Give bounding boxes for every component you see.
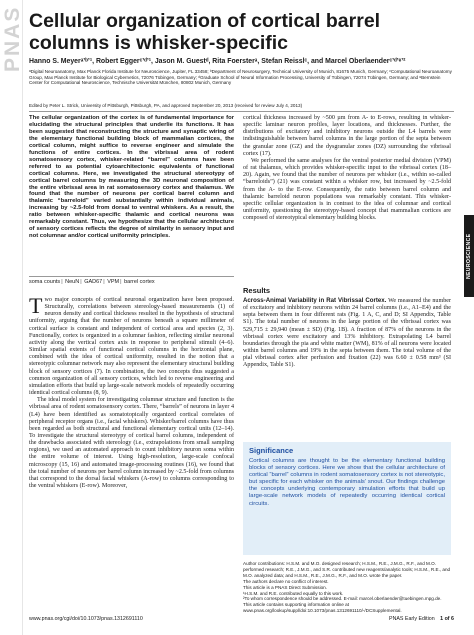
abstract-right-para-1: cortical thickness increased by ~500 µm from A- to E-rows, resulting in whisker-specific laminar neuron profiles, layer locations, and thicknesses. Further, the distributions of excitatory and inhibitory neurons outside the L4 barrels were indistinguishable between barrel columns in the large portion of the septa between the granular zone (GZ) and the dysgranular zones (DZ) surrounding the vibrissal cortex (17). xyxy=(243,115,451,157)
footer-right xyxy=(385,616,454,622)
keyword[interactable]: GAD67 xyxy=(84,279,103,285)
page-footer xyxy=(29,616,454,622)
footnote: ¹H.S.M. and R.E. contributed equally to this work. xyxy=(243,590,344,596)
edition-label: PNAS Early Edition xyxy=(389,616,435,622)
keywords-rule xyxy=(29,276,234,277)
introduction xyxy=(29,293,234,490)
footnote: This article contains supporting information online at www.pnas.org/lookup/suppl/doi:10.1073/pnas.1312691110/-/DCSupplemental. xyxy=(243,602,402,614)
keyword[interactable]: VPM xyxy=(107,279,120,285)
abstract-continued xyxy=(243,115,451,222)
significance-box xyxy=(243,442,451,555)
significance-text: Cortical columns are thought to be the elementary functional building blocks of sensory cortices. Here we show that the cellular architecture of cortical “barrel” columns in rodent somatosensory cortex is not stereotypic, but specific for each whisker on the animals’ snout. Our findings challenge the concepts underlying contemporary simulation efforts that build up large-scale network models of repeatedly occurring identical cortical circuits. xyxy=(249,458,445,507)
footnotes xyxy=(243,561,451,614)
header-rule xyxy=(29,111,454,112)
results-heading: Results xyxy=(243,286,271,295)
keywords: soma counts| NeuN| GAD67| VPM| barrel cortex xyxy=(29,279,155,285)
author-list: Hanno S. Meyerᵃʼᵇʼ¹, Robert Eggerᶜʼᵈʼ¹, Jason M. Guestᵈ, Rita Foersterᵃ, Stefan Reisslᶜ, and Marcel Oberlaenderᶜʼᵈʼᵉʼ² xyxy=(29,58,406,65)
footnote: ²To whom correspondence should be addressed. E-mail: marcel.oberlaender@tuebingen.mpg.de. xyxy=(243,596,442,602)
keyword[interactable]: soma counts xyxy=(29,279,61,285)
footnote: The authors declare no conflict of interest. xyxy=(243,578,329,584)
affiliations: ᵃDigital Neuroanatomy, Max Planck Florida Institute for Neuroscience, Jupiter, FL 33458; ᵇDepartment of Neurosurgery, Technical University of Munich, 81675 Munich, Germany; ᶜComputational Neuroanatomy Group, Max Planck Institute for Biological Cybernetics, 72076 Tübingen, Germany; ᵈGraduate School of Neural Information Processing, University of Tübingen, 72074 Tübingen, Germany; and ᵉBernstein Center for Computational Neuroscience, Technische Universität München, 80802 Munich, Germany xyxy=(29,69,452,86)
keyword[interactable]: barrel cortex xyxy=(124,279,155,285)
abstract-text: The cellular organization of the cortex is of fundamental importance for elucidating the structural principles that underlie its functions. It has been suggested that reconstructing the structure and synaptic wiring of the elementary functional building block of mammalian cortices, the cortical column, might suffice to reverse engineer and simulate the functions of entire cortices. In the vibrissal area of rodent somatosensory cortex, whisker-related “barrel” columns have been referred to as potential cytoarchitectonic equivalents of functional cortical columns. Here, we investigated the structural stereotypy of cortical barrel columns by measuring the 3D neuronal composition of the entire vibrissal area in rat somatosensory cortex and thalamus. We found that the number of neurons per cortical barrel column and thalamic “barreloid” varied substantially within individual animals, increasing by ~2.5-fold from dorsal to ventral whiskers. As a result, the ratio between whisker-specific thalamic and cortical neurons was remarkably constant. Thus, we hypothesize that the cellular architecture of sensory cortices reflects the degree of similarity in sensory input and not columnar and/or cortical uniformity principles. xyxy=(29,115,234,240)
intro-para-2: The ideal model system for investigating columnar structure and function is the vibrissal area of rodent somatosensory cortex. There, “barrels” of neurons in layer 4 (L4) have been identified as somatotopically organized cortical correlates of peripheral receptor organs (i.e., facial whiskers). Whisker/barrel columns have thus been regarded as both structural and functional elementary cortical units (12–14). To investigate the structural stereotypy of cortical barrel columns, independent of the drawbacks associated with stereology (i.e., extrapolations from small sampling regions), we used an automated approach to count inhibitory neuron soma within the entire volume of interest. Using high-resolution, large-scale confocal microscopy (15, 16) and automated image-processing routines (16), we found that the total number of neurons per barrel column increased by ~2.5-fold from columns that correspond to the dorsal facial whiskers (A-row) to columns corresponding to the ventral whiskers (E-row). Moreover, xyxy=(29,397,234,490)
intro-text: wo major concepts of cortical neuronal organization have been proposed. Structurally, correlations between stereology-based measurements (1) of neuron density and cortical thickness resulted in the hypothesis of structural uniformity, arguing that the number of neurons beneath a square millimeter of cortical surface is constant and independent of cortical area and species (2, 3). Functionally, cortex is organized in a columnar fashion, reflecting similar neuronal activity along the vertical cortex axis in response to peripheral stimuli (4–6). Similar spatial extents of functional cortical columns in the horizontal plane, combined with the idea of cortical uniformity, resulted in the notion that a stereotypic columnar network may also represent the elementary structural building block of sensory cortices (7). In combination, the two concepts thus suggested a common organization of all sensory cortices, which led to reverse engineering and simulation efforts that build up large-scale network models of repeatedly occurring identical cortical columns (8, 9). xyxy=(29,297,234,397)
results-text xyxy=(243,297,451,370)
intro-para-1 xyxy=(29,293,234,397)
journal-side-band xyxy=(0,0,23,635)
results-body: We measured the number of excitatory and inhibitory neurons within 24 barrel columns (i.e., A1–E4) and the septa between them in four different rats (Fig. 1 A, C, and D; SI Appendix, Table S1). The total number of neurons in the large portion of the vibrissal cortex was 529,715 ± 29,940 (mean ± SD) (Fig. 1B). A fraction of 87% of the neurons in the vibrissal cortex were excitatory and 13% inhibitory. Extrapolating L4 barrel boundaries through the pia and white matter (WM), 81% of all neurons were located within barrel columns and 19% in the septa between them. The total volume of the pial vibrissal cortex after perfusion and fixation (22) was 6.60 ± 0.58 mm³ (SI Appendix, Table S1). xyxy=(243,298,451,369)
edited-by: Edited by Peter L. Strick, University of Pittsburgh, Pittsburgh, PA, and approved September 20, 2013 (received for review July 4, 2013) xyxy=(29,103,303,108)
article-title: Cellular organization of cortical barrel columns is whisker-specific xyxy=(29,10,381,54)
abstract-right-para-2: We performed the same analyses for the ventral posterior medial division (VPM) of rat thalamus, which provides whisker-specific input to the vibrissal cortex (18–20). Again, we found that the number of neurons per whisker (i.e., within so-called “barreloids”) (21) was constant within a whisker row, but increased by ~2.5-fold from the A- to the E-row. Consequently, the ratio between barrel column and thalamic barreloid neuron populations was remarkably constant. This whisker-specific cellular organization is in contrast to the idea of columnar and cortical uniformity, questioning the stereotypy-based concept that mammalian cortices are composed of stereotypical elementary building blocks. xyxy=(243,157,451,222)
pnas-logo: PNAS xyxy=(1,6,24,73)
drop-cap: T xyxy=(29,293,43,318)
section-tab: NEUROSCIENCE xyxy=(464,215,474,297)
results-run-head: Across-Animal Variability in Rat Vibrissal Cortex. xyxy=(243,297,387,304)
footnote: This article is a PNAS Direct Submission. xyxy=(243,584,327,590)
page-number: 1 of 6 xyxy=(440,616,454,622)
significance-heading: Significance xyxy=(249,446,294,455)
doi-link[interactable]: www.pnas.org/cgi/doi/10.1073/pnas.1312691110 xyxy=(29,616,143,622)
footnote: Author contributions: H.S.M. and M.O. designed research; H.S.M., R.E., J.M.G., R.F., and M.O. performed research; R.E., J.M.G., and S.R. contributed new reagents/analytic tools; H.S.M., R.E., and M.O. analyzed data; and H.S.M., R.E., J.M.G., R.F., and M.O. wrote the paper. xyxy=(243,561,451,578)
keyword[interactable]: NeuN xyxy=(65,279,80,285)
